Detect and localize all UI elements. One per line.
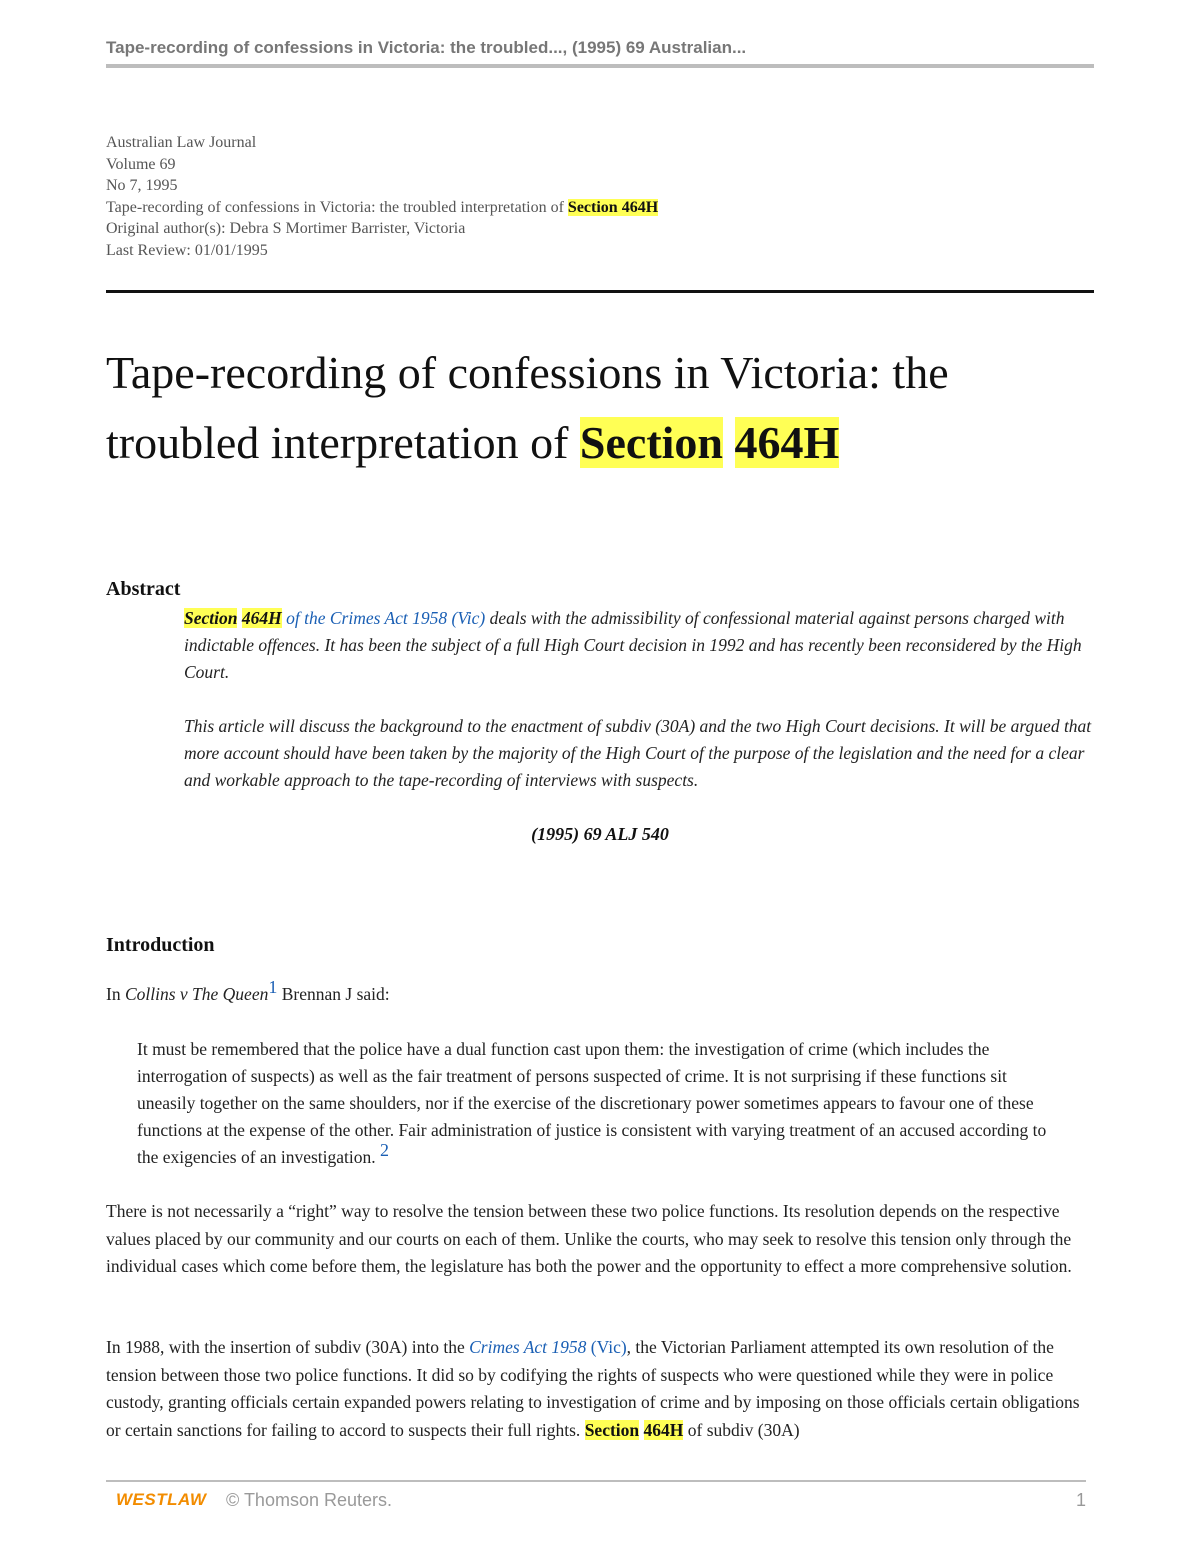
lead-prefix: In (106, 984, 125, 1004)
issue: No 7, 1995 (106, 177, 178, 194)
para-text: of subdiv (30A) (683, 1419, 800, 1440)
westlaw-logo: WESTLAW (116, 1490, 207, 1509)
body-paragraph (106, 1334, 1094, 1444)
abstract-text: deals with the admissibility of confessional material against persons charged with indictable offences. It has been the subject of a full High Court decision in 1992 and has recently been reconsidered by the High Court. (184, 608, 1082, 682)
search-highlight: Section (184, 608, 238, 628)
abstract-body (184, 605, 1094, 794)
document-metadata (106, 132, 1094, 261)
citation: (1995) 69 ALJ 540 (531, 824, 669, 844)
quote-text: It must be remembered that the police have a dual function cast upon them: the investigation of crime (which includes the interrogation of suspects) as well as the fair treatment of persons suspected of crime. It is not surprising if these functions sit uneasily together on the same shoulders, nor if the exercise of the discretionary power sometimes appears to favour one of these functions at the expense of the other. Fair administration of justice is consistent with varying treatment of an accused according to the exigencies of an investigation. (137, 1039, 1047, 1167)
search-highlight: Section (579, 417, 724, 468)
header-divider (106, 64, 1094, 68)
search-highlight: 464H (734, 417, 840, 468)
para-text: , the Victorian Parliament attempted its own resolution of the tension between those two police functions. It did so by codifying the rights of suspects who were questioned while they were in police custody, granting officials certain expanded powers relating to investigation of crime and by imposing on those officials certain obligations or certain sanctions for failing to accord to suspects their full rights. (106, 1337, 1080, 1440)
page-title (106, 338, 1094, 478)
crimes-act-link-juris: (Vic) (586, 1337, 627, 1357)
page-number: 1 (1075, 1490, 1086, 1510)
footnote-link[interactable]: 2 (379, 1140, 389, 1161)
body-paragraph: There is not necessarily a “right” way to resolve the tension between these two police functions. Its resolution depends on the respective values placed by our community and our courts on each of them. Unlike the courts, who may seek to resolve this tension only through the individual cases which come before them, the legislature has both the power and the opportunity to effect a more comprehensive solution. (106, 1201, 1072, 1276)
author-line: Original author(s): Debra S Mortimer Barrister, Victoria (106, 220, 466, 237)
search-highlight: 464H (241, 608, 282, 628)
introduction-heading: Introduction (106, 934, 215, 956)
metadata-divider (106, 290, 1094, 293)
last-review: Last Review: 01/01/1995 (106, 241, 268, 259)
page-footer (106, 1488, 1086, 1514)
footer-divider (106, 1480, 1086, 1482)
crimes-act-link[interactable]: of the Crimes Act 1958 (Vic) (286, 608, 486, 628)
running-header: Tape-recording of confessions in Victoria: the troubled..., (1995) 69 Australian... (106, 38, 747, 57)
volume: Volume 69 (106, 155, 176, 173)
search-highlight: 464H (643, 1419, 684, 1440)
para-text: In 1988, with the insertion of subdiv (30A) into the (106, 1337, 470, 1357)
lead-suffix: Brennan J said: (277, 984, 390, 1004)
crimes-act-link[interactable] (469, 1337, 627, 1357)
page-title-prefix: Tape-recording of confessions in Victoria: the troubled interpretation of (106, 347, 949, 468)
article-title-prefix: Tape-recording of confessions in Victoria: the troubled interpretation of (106, 198, 568, 216)
case-name: Collins v The Queen (124, 984, 269, 1004)
journal-name: Australian Law Journal (106, 134, 257, 151)
abstract-heading: Abstract (106, 578, 181, 600)
crimes-act-link-title: Crimes Act 1958 (469, 1337, 587, 1357)
abstract-paragraph (184, 605, 1094, 686)
abstract-paragraph: This article will discuss the background to the enactment of subdiv (30A) and the two High Court decisions. It will be argued that more account should have been taken by the majority of the High Court of the purpose of the legislation and the need for a clear and workable approach to the tape-recording of interviews with suspects. (184, 716, 1092, 790)
block-quote (137, 1036, 1067, 1171)
introduction-lead (106, 977, 1094, 1005)
article-title-line (106, 197, 1094, 219)
search-highlight: Section (584, 1419, 640, 1440)
copyright-notice: © Thomson Reuters. (226, 1490, 392, 1510)
footnote-link[interactable]: 1 (268, 977, 278, 998)
search-highlight: Section 464H (567, 198, 659, 216)
